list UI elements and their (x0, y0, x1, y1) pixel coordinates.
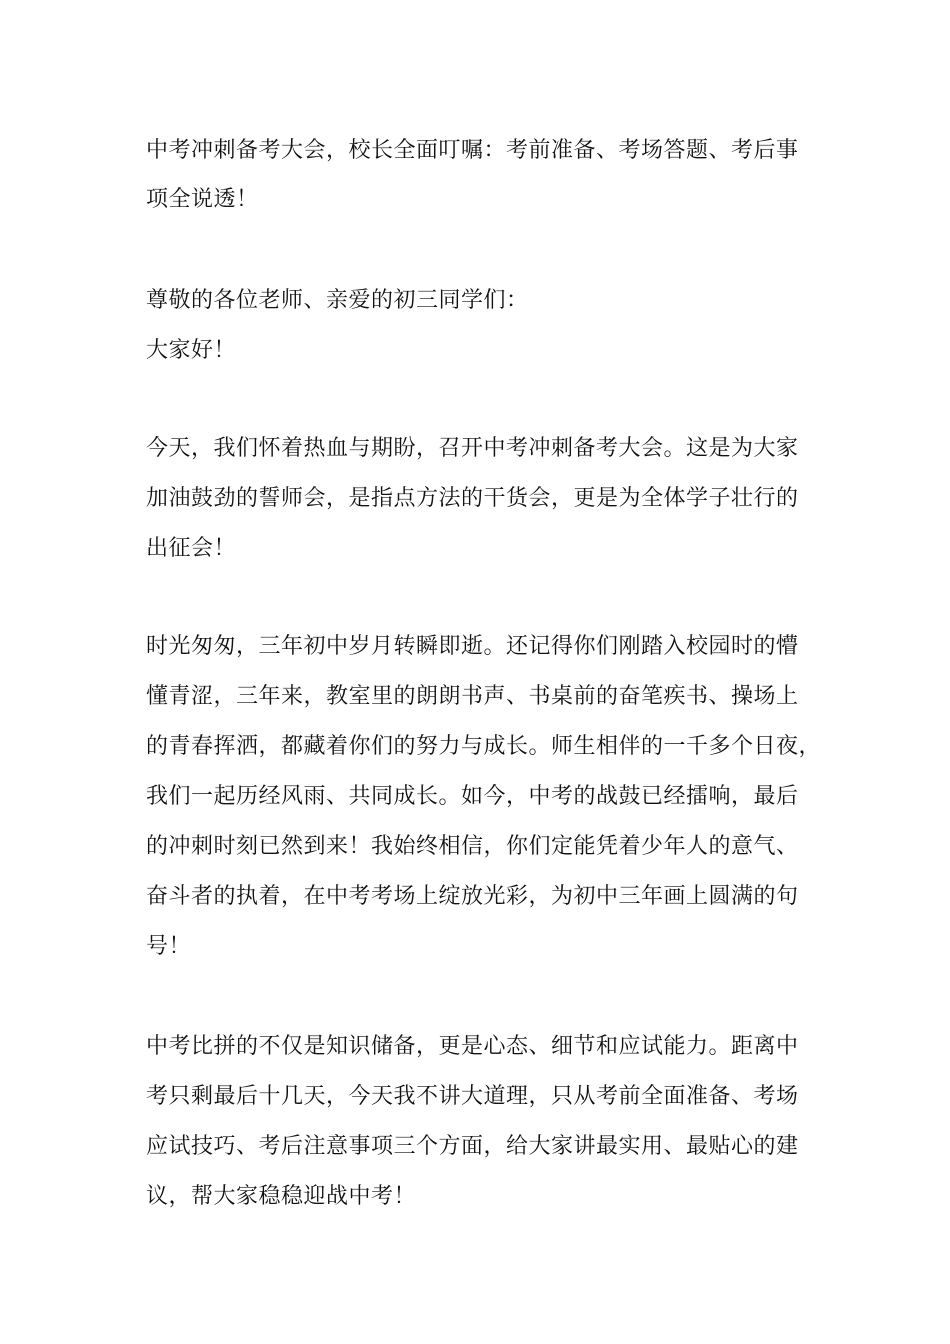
paragraph-line: 应试技巧、考后注意事项三个方面，给大家讲最实用、最贴心的建 (146, 1134, 799, 1159)
title-line: 项全说透！ (146, 187, 259, 212)
paragraph-line: 号！ (146, 934, 192, 959)
title-line: 中考冲刺备考大会，校长全面叮嘱：考前准备、考场答题、考后事 (146, 138, 799, 163)
greeting: 大家好！ (146, 338, 237, 363)
paragraph-line: 我们一起历经风雨、共同成长。如今，中考的战鼓已经擂响，最后 (146, 784, 799, 809)
salutation: 尊敬的各位老师、亲爱的初三同学们： (146, 288, 529, 313)
paragraph-line: 的青春挥洒，都藏着你们的努力与成长。师生相伴的一千多个日夜， (146, 734, 822, 759)
paragraph-line: 加油鼓劲的誓师会，是指点方法的干货会，更是为全体学子壮行的 (146, 486, 799, 511)
paragraph-line: 奋斗者的执着，在中考考场上绽放光彩，为初中三年画上圆满的句 (146, 884, 799, 909)
paragraph-line: 考只剩最后十几天，今天我不讲大道理，只从考前全面准备、考场 (146, 1084, 799, 1109)
paragraph-line: 议，帮大家稳稳迎战中考！ (146, 1184, 417, 1209)
paragraph-line: 今天，我们怀着热血与期盼，召开中考冲刺备考大会。这是为大家 (146, 436, 799, 461)
paragraph-line: 的冲刺时刻已然到来！我始终相信，你们定能凭着少年人的意气、 (146, 834, 799, 859)
paragraph-line: 时光匆匆，三年初中岁月转瞬即逝。还记得你们刚踏入校园时的懵 (146, 634, 799, 659)
paragraph-line: 懂青涩，三年来，教室里的朗朗书声、书桌前的奋笔疾书、操场上 (146, 684, 799, 709)
paragraph-line: 中考比拼的不仅是知识储备，更是心态、细节和应试能力。距离中 (146, 1034, 799, 1059)
paragraph-line: 出征会！ (146, 536, 237, 561)
